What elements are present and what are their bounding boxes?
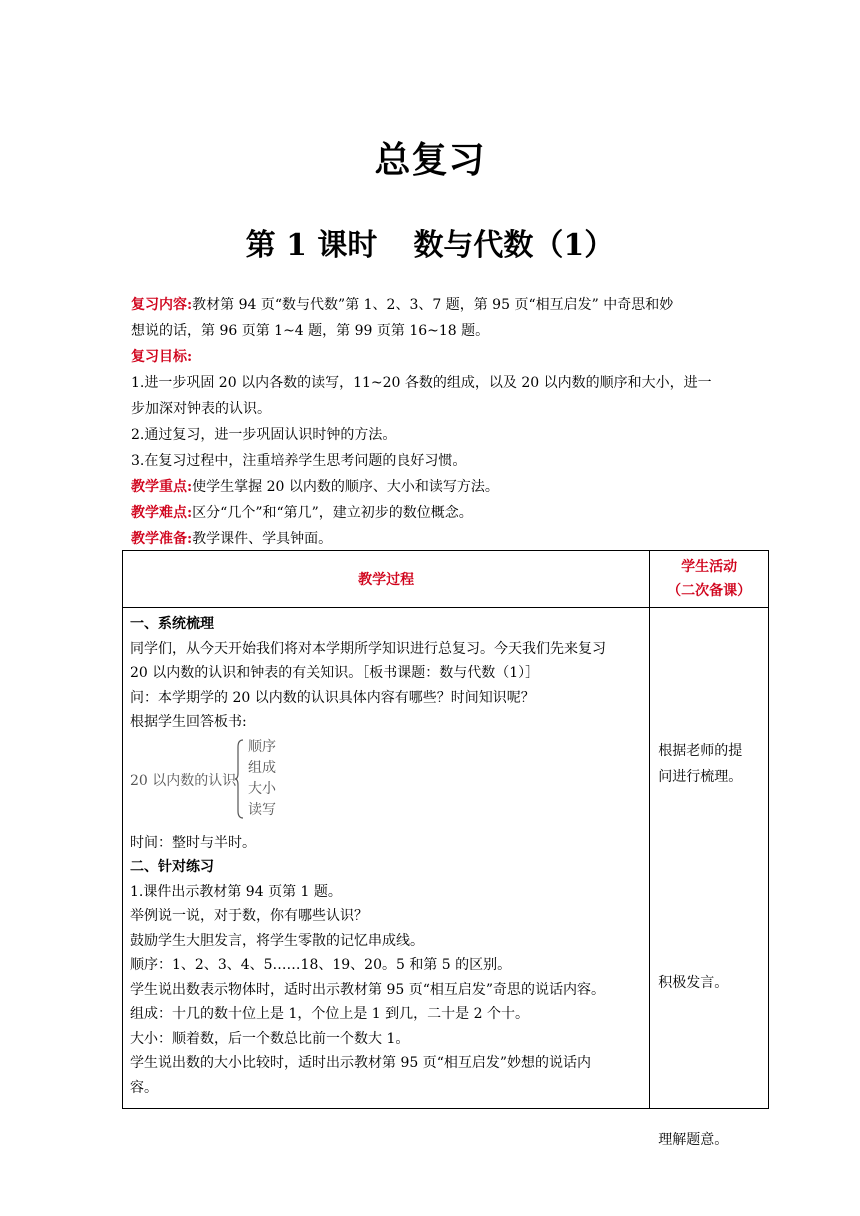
student-activity-cell — [650, 608, 769, 1148]
diagram-item: 顺序 — [248, 738, 276, 755]
activity-note-1 — [658, 738, 762, 790]
header-teaching-process: 教学过程 — [123, 551, 650, 608]
header-student-activity — [650, 551, 769, 608]
table-header-row — [123, 551, 769, 608]
teaching-prep-text: 教学课件、学具钟面。 — [192, 531, 333, 547]
process-line: 时间：整时与半时。 — [130, 834, 256, 851]
section-heading-1: 一、系统梳理 — [130, 616, 214, 632]
review-content — [131, 292, 751, 318]
diagram-label: 20 以内数的认识 — [130, 772, 237, 789]
activity-note-3: 理解题意。 — [658, 1132, 729, 1148]
teaching-difficulty — [131, 500, 751, 526]
activity-note-1-line1: 根据老师的提 — [658, 743, 743, 759]
teaching-difficulty-label: 教学难点: — [131, 505, 193, 521]
lesson-subtitle — [0, 220, 860, 264]
lesson-table — [122, 550, 769, 1148]
brace-icon — [234, 739, 244, 819]
review-content-text-2: 想说的话，第 96 页第 1~4 题，第 99 页第 16~18 题。 — [131, 323, 490, 339]
goal-1b: 步加深对钟表的认识。 — [131, 401, 271, 417]
process-line: 学生说出数的大小比较时，适时出示教材第 95 页“相互启发”妙想的说话内 — [130, 1055, 592, 1071]
process-line: 根据学生回答板书: — [130, 714, 247, 730]
review-goals-label: 复习目标: — [131, 349, 193, 365]
process-line: 组成：十几的数十位上是 1，个位上是 1 到几，二十是 2 个十。 — [130, 1006, 529, 1022]
teaching-prep — [131, 526, 751, 552]
teaching-prep-label: 教学准备: — [131, 531, 193, 547]
process-line: 同学们，从今天开始我们将对本学期所学知识进行总复习。今天我们先来复习 — [130, 640, 606, 657]
goal-3: 3.在复习过程中，注重培养学生思考问题的良好习惯。 — [131, 453, 467, 469]
process-line: 1.课件出示教材第 94 页第 1 题。 — [130, 883, 342, 900]
process-line: 鼓励学生大胆发言，将学生零散的记忆串成线。 — [130, 932, 424, 949]
table-body-row — [123, 608, 769, 1109]
process-line: 20 以内数的认识和钟表的有关知识。［板书课题：数与代数（1）］ — [130, 665, 540, 681]
teaching-key-label: 教学重点: — [131, 479, 193, 495]
process-line: 大小：顺着数，后一个数总比前一个数大 1。 — [130, 1030, 410, 1047]
diagram-item: 大小 — [248, 780, 276, 797]
activity-note-2: 积极发言。 — [658, 975, 729, 991]
header-student-activity-line2: （二次备课） — [667, 583, 752, 599]
goal-2: 2.通过复习，进一步巩固认识时钟的方法。 — [131, 427, 397, 443]
header-student-activity-line1: 学生活动 — [681, 559, 738, 575]
process-line: 顺序：1、2、3、4、5……18、19、20。5 和第 5 的区别。 — [130, 957, 512, 973]
teaching-difficulty-text: 区分“几个”和“第几”，建立初步的数位概念。 — [192, 505, 473, 521]
teaching-key-text: 使学生掌握 20 以内数的顺序、大小和读写方法。 — [192, 479, 499, 495]
process-line: 举例说一说，对于数，你有哪些认识？ — [130, 908, 368, 924]
diagram-item: 读写 — [248, 801, 276, 818]
process-line: 学生说出数表示物体时，适时出示教材第 95 页“相互启发”奇思的说话内容。 — [130, 981, 606, 998]
section-heading-2: 二、针对练习 — [130, 859, 214, 875]
activity-note-1-line2: 问进行梳理。 — [658, 769, 743, 785]
lesson-number: 第 1 课时 — [245, 228, 378, 263]
page-title: 总复习 — [374, 140, 486, 181]
diagram-item: 组成 — [248, 759, 276, 776]
teaching-key — [131, 474, 751, 500]
process-line: 问：本学期学的 20 以内数的认识具体内容有哪些？时间知识呢？ — [130, 689, 535, 706]
goal-1a: 1.进一步巩固 20 以内各数的读写，11~20 各数的组成，以及 20 以内数的顺序和大小，进一 — [131, 375, 712, 391]
diagram-items — [248, 737, 276, 821]
process-line: 容。 — [130, 1079, 158, 1096]
lesson-topic: 数与代数（1） — [413, 228, 615, 263]
board-diagram — [130, 737, 643, 825]
review-content-label: 复习内容: — [131, 297, 193, 313]
lesson-intro — [131, 292, 751, 552]
teaching-process-cell — [123, 608, 650, 1109]
review-content-text-1: 教材第 94 页“数与代数”第 1、2、3、7 题，第 95 页“相互启发” 中奇思和妙 — [192, 297, 674, 313]
